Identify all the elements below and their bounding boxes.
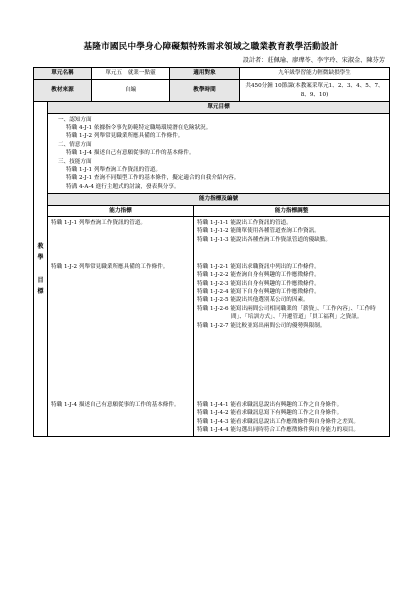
adjustment-group bbox=[197, 401, 386, 435]
ability-heading: 能力指標及編號 bbox=[48, 194, 390, 205]
goal-item: 特職 4-J-1 依據指令事先防範特定職場環境潛在危險狀況。 bbox=[66, 124, 212, 131]
target-value: 九年級學習能力輕微缺損學生 bbox=[240, 68, 390, 80]
adjustment-group bbox=[197, 263, 386, 401]
adjustment-group bbox=[197, 219, 386, 263]
source-value: 自編 bbox=[92, 80, 170, 102]
ability-col-left-header: 能力指標 bbox=[48, 205, 194, 216]
time-value: 共450分鐘 10節課(本教案采單元1、2、3、4、5、7、8、9、10) bbox=[240, 80, 390, 102]
goal-item: 特職 1-J-4 描述自己有意願從事的工作的基本條件。 bbox=[66, 150, 195, 157]
document-title: 基隆市國民中學身心障礙類特殊需求領域之職業教育教學活動設計 bbox=[83, 42, 339, 52]
goal-item: 特職 1-J-2 列舉常見職業所應具備的工作條件。 bbox=[66, 133, 184, 140]
adjustment-item: 特職 1-J-4-1 能看求職訊息說出有興趣的工作之自身條件。 bbox=[197, 401, 343, 408]
adjustment-item: 特職 1-J-2-6 能寫出兩間公司相同職業的「薪資」、「工作內容」、「工作時間」、「培訓方式」、「升遷管道」「員工福利」之資訊。 bbox=[197, 305, 376, 321]
source-label: 教材來源 bbox=[34, 80, 92, 102]
info-table bbox=[33, 67, 390, 102]
ability-adjustments-cell bbox=[194, 216, 390, 437]
goal-item: 特溝 4-A-4 進行主題式的討論，發表與分享。 bbox=[66, 183, 180, 190]
ability-indicator: 特職 1-J-4 描述自己有意願從事的工作的基本條件。 bbox=[51, 401, 180, 408]
designer-label: 設計者： bbox=[242, 57, 268, 64]
ability-indicator: 特職 1-J-1 列舉查詢工作資訊的管道。 bbox=[51, 219, 147, 226]
unit-name-label: 單元名稱 bbox=[34, 68, 92, 80]
adjustment-item: 特職 1-J-2-2 能查詢自身有興趣的工作應徵條件。 bbox=[197, 272, 320, 279]
goal-item: 特職 1-J-1 列舉查詢工作資訊的管道。 bbox=[66, 166, 162, 173]
goal-section-heading: 一、認知方面 bbox=[58, 116, 92, 123]
adjustment-item: 特職 1-J-2-3 能寫出自身有興趣的工作應徵條件。 bbox=[197, 280, 320, 287]
adjustment-item: 特職 1-J-1-1 能說出工作資訊的管道。 bbox=[197, 219, 292, 226]
unit-goals-list bbox=[48, 113, 390, 194]
adjustment-item: 特職 1-J-2-4 能寫下自身有興趣的工作應徵條件。 bbox=[197, 289, 320, 296]
ability-col-right-header: 能力指標調整 bbox=[194, 205, 390, 216]
adjustment-item: 特職 1-J-1-3 能說出各種查詢工作資訊管道的優缺點。 bbox=[197, 236, 332, 243]
designer-names: 莊佩瑜、廖瑋苓、李宇玲、宋淑金、陳芬芳 bbox=[267, 57, 385, 64]
target-label: 適用對象 bbox=[170, 68, 240, 80]
teaching-goals-side-label: 教 學 目 標 bbox=[34, 102, 48, 437]
designer-line bbox=[33, 55, 389, 64]
goal-item: 特職 2-J-1 查詢不同類型工作的基本條件，擬定適合的自我介紹內容。 bbox=[66, 175, 240, 182]
goals-table bbox=[33, 101, 390, 437]
unit-name-value: 單元五 就業一點靈 bbox=[92, 68, 170, 80]
ability-indicator: 特職 1-J-2 列舉常見職業所應具備的工作條件。 bbox=[51, 263, 169, 270]
goal-section-heading: 三、技能方面 bbox=[58, 158, 92, 165]
adjustment-item: 特職 1-J-1-2 能簡單使用各種管道查詢工作資訊。 bbox=[197, 228, 320, 235]
adjustment-item: 特職 1-J-4-3 能看求職訊息說出工作應徵條件與自身條件之差異。 bbox=[197, 418, 359, 425]
unit-goals-heading: 單元目標 bbox=[48, 102, 390, 113]
ability-indicators-cell bbox=[48, 216, 194, 437]
goal-section-heading: 二、情意方面 bbox=[58, 141, 92, 148]
lesson-plan-page bbox=[33, 40, 389, 437]
adjustment-item: 特職 1-J-2-7 能比較並寫出兩間公司的優勢與限制。 bbox=[197, 322, 326, 329]
adjustment-item: 特職 1-J-2-1 能寫出求職資訊中列出的工作條件。 bbox=[197, 263, 320, 270]
adjustment-item: 特職 1-J-4-4 能勾選出同時符合工作應徵條件與自身能力的項目。 bbox=[197, 427, 359, 434]
adjustment-item: 特職 1-J-4-2 能看求職訊息寫下有興趣的工作之自身條件。 bbox=[197, 410, 343, 417]
adjustment-item: 特職 1-J-2-5 能說出其他選別某公司的因素。 bbox=[197, 297, 309, 304]
time-label: 教學時間 bbox=[170, 80, 240, 102]
